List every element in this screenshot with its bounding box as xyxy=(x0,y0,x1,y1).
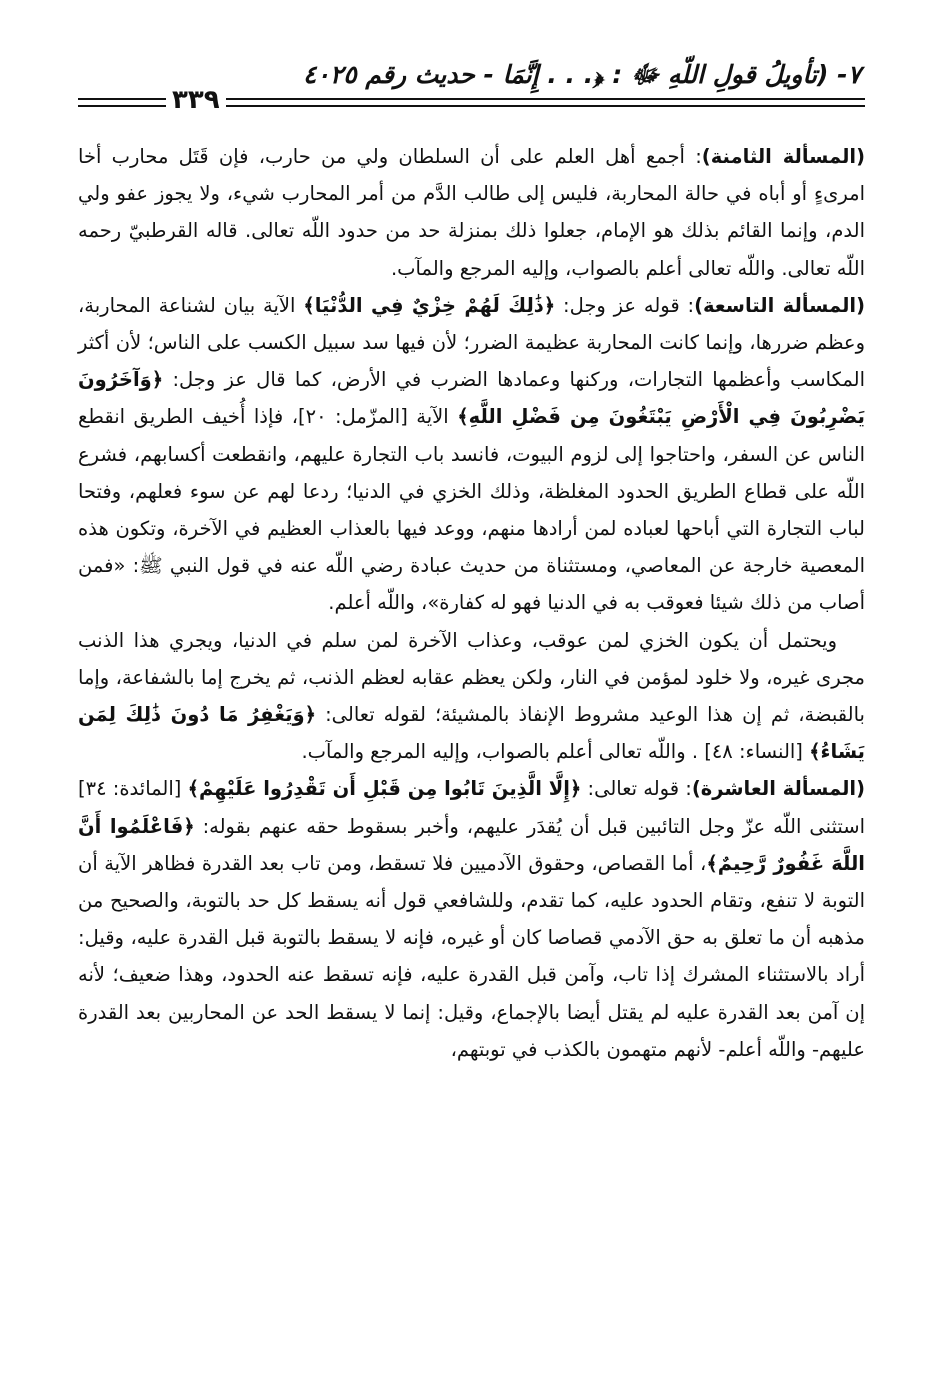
quran-verse: ﴿إِلَّا الَّذِينَ تَابُوا مِن قَبْلِ أَن تَقْدِرُوا عَلَيْهِمْ﴾ xyxy=(187,777,582,801)
body-text xyxy=(78,138,865,1068)
paragraph-text: [النساء: ٤٨] . واللّه تعالى أعلم بالصواب، وإليه المرجع والمآب. xyxy=(301,740,810,764)
paragraph-text: الآية [المزّمل: ٢٠]، فإذا أُخيف الطريق انقطع الناس عن السفر، واحتاجوا إلى لزوم البيوت، فانسد باب التجارة عليهم، وانقطعت أكسابهم، فشرع اللّه على قطاع الطريق الحدود المغلظة، وذلك الخزي في الدنيا؛ ردعا لهم عن سوء فعلهم، وفتحا لباب التجارة التي أباحها لعباده لمن أرادها منهم، ووعد فيها بالعذاب العظيم في الآخرة، وتكون هذه المعصية خارجة عن المعاصي، ومستثناة من حديث عبادة رضي اللّه عنه في قول النبي ﷺ: «فمن أصاب من ذلك شيئا فعوقب به في الدنيا فهو له كفارة»، واللّه أعلم. xyxy=(78,405,865,615)
paragraph-text: : قوله تعالى: xyxy=(581,777,692,801)
issue-heading: (المسألة الثامنة) xyxy=(701,145,865,168)
issue-heading: (المسألة التاسعة) xyxy=(694,293,865,317)
quran-verse: ﴿وَيَغْفِرُ مَا دُونَ ذَٰلِكَ لِمَن يَشَاءُ﴾ xyxy=(78,703,865,764)
paragraph-continuation xyxy=(78,622,865,771)
paragraph-text: الآية بيان لشناعة المحاربة، وعظم ضررها، وإنما كانت المحاربة عظيمة الضرر؛ لأن فيها سد سبيل الكسب على الناس؛ لأن أكثر المكاسب وأعظمها التجارات، وركنها وعمادها الضرب في الأرض، كما قال عز وجل: xyxy=(78,293,865,392)
paragraph-issue-10 xyxy=(78,770,865,1068)
running-title: ٧- (تأويلُ قولِ اللّهِ ﷻ : ﴿. . . إِنَّمَا - حديث رقم ٤٠٢٥ xyxy=(302,60,861,89)
paragraph-text: : أجمع أهل العلم على أن السلطان ولي من حارب، فإن قَتَل محارب أخا امرىءٍ أو أباه في حالة المحاربة، فليس إلى طالب الدَّم من أمر المحارب شيء، ولا يجوز عفو ولي الدم، وإنما القائم بذلك هو الإمام، جعلوا ذلك بمنزلة حد من حدود اللّه تعالى. قاله القرطبيّ رحمه اللّه تعالى. واللّه تعالى أعلم بالصواب، وإليه المرجع والمآب. xyxy=(78,145,865,280)
quran-verse: ﴿فَاعْلَمُوا أَنَّ اللَّهَ غَفُورٌ رَّحِيمٌ﴾ xyxy=(78,814,865,875)
paragraph-issue-9 xyxy=(78,287,865,622)
paragraph-text: ويحتمل أن يكون الخزي لمن عوقب، وعذاب الآخرة لمن سلم في الدنيا، ويجري هذا الذنب مجرى غيره، ولا خلود لمؤمن في النار، ولكن يعظم عقابه لعظم الذنب، ثم يخرج إما بالشفاعة، وإما بالقبضة، ثم إن هذا الوعيد مشروط الإنفاذ بالمشيئة؛ لقوله تعالى: xyxy=(78,628,865,727)
paragraph-text: : قوله عز وجل: xyxy=(555,293,695,317)
paragraph-text: ، أما القصاص، وحقوق الآدميين فلا تسقط، ومن تاب بعد القدرة فظاهر الآية أن التوبة لا تنفع، وتقام الحدود عليه، كما تقدم، وللشافعي قول أنه يسقط كل حد بالتوبة، والصحيح من مذهبه أن ما تعلق به حق الآدمي قصاصا كان أو غيره، فإنه لا يسقط بالتوبة قبل القدرة عليه، وقيل: أراد بالاستثناء المشرك إذا تاب، وآمن قبل القدرة عليه، فإنه تسقط عنه الحدود، وهذا ضعيف؛ لأنه إن آمن بعد القدرة عليه لم يقتل أيضا بالإجماع، وقيل: إنما لا يسقط الحد عن المحاربين بعد القدرة عليهم- واللّه أعلم- لأنهم متهمون بالكذب في توبتهم، xyxy=(78,851,865,1061)
paragraph-text: [المائدة: ٣٤] استثنى اللّه عزّ وجل التائبين قبل أن يُقدَر عليهم، وأخبر بسقوط حقه عنهم بقوله: xyxy=(78,777,865,838)
paragraph-issue-8 xyxy=(78,138,865,287)
quran-verse: ﴿ذَٰلِكَ لَهُمْ خِزْيٌ فِي الدُّنْيَا﴾ xyxy=(303,293,556,317)
page-header xyxy=(78,58,865,115)
quran-verse: ﴿وَآخَرُونَ يَضْرِبُونَ فِي الْأَرْضِ يَبْتَغُونَ مِن فَضْلِ اللَّهِ﴾ xyxy=(78,368,865,429)
page-number: ٣٣٩ xyxy=(166,86,226,114)
issue-heading: (المسألة العاشرة) xyxy=(691,777,865,801)
